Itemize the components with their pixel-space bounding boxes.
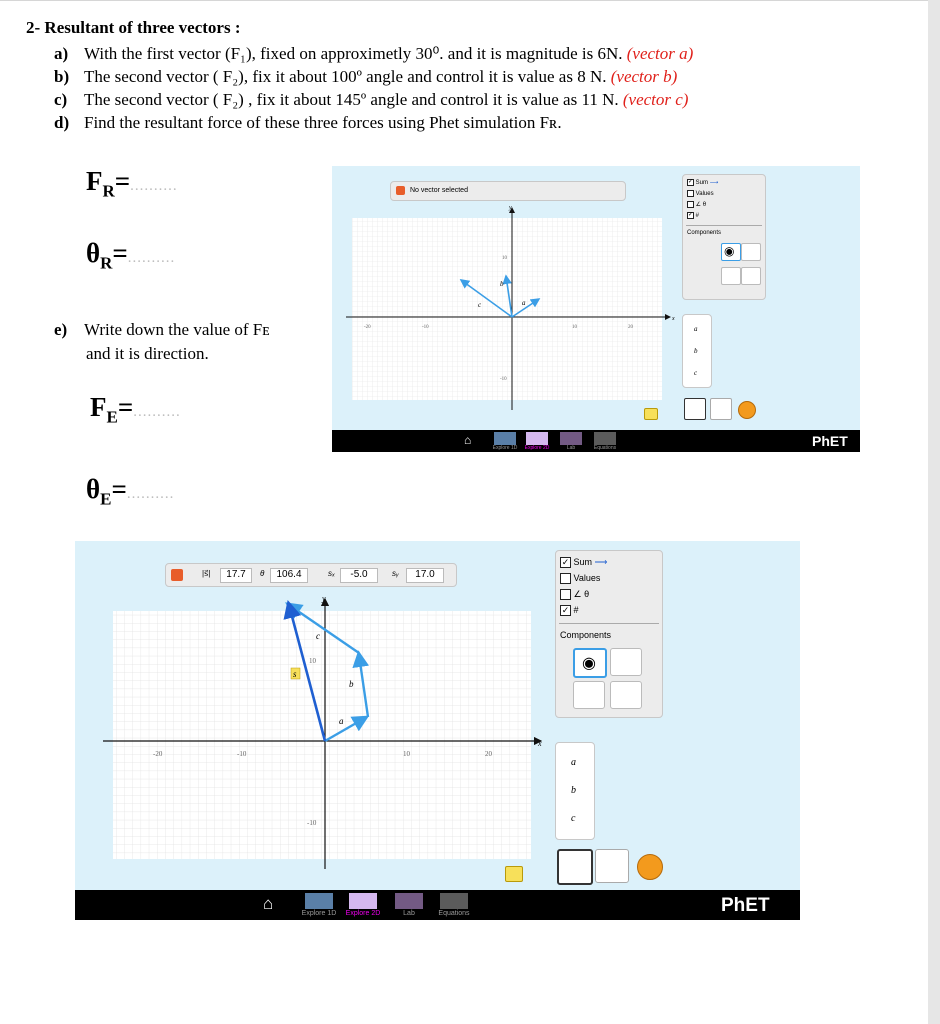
symbol: F	[86, 166, 103, 196]
subscript: R	[102, 181, 115, 201]
component-style-icon[interactable]	[721, 267, 741, 285]
item-tag: (vector c)	[622, 90, 689, 109]
scrollbar[interactable]	[928, 0, 940, 1024]
question-title: 2- Resultant of three vectors :	[26, 18, 241, 37]
sim-small	[332, 166, 860, 430]
equals: =	[112, 238, 128, 268]
tick-x: 10	[572, 325, 577, 330]
answer-fr	[86, 166, 178, 201]
sim-large	[75, 541, 800, 890]
vector-b-label: b	[500, 280, 504, 288]
answer-theta-e	[86, 474, 174, 509]
toolbox-vector-a[interactable]: a	[571, 757, 576, 768]
vector-b-label: b	[349, 679, 354, 689]
checkbox-label: Sum	[573, 557, 593, 567]
phet-logo[interactable]: PhET	[812, 433, 848, 449]
vector-a-label: a	[522, 299, 526, 307]
eraser-icon[interactable]	[644, 408, 658, 420]
sum-vector-label: s	[293, 669, 297, 679]
reset-icon[interactable]	[637, 854, 663, 880]
item-e	[54, 320, 270, 340]
sim-large-graph[interactable]	[75, 541, 800, 890]
grid-minor	[113, 611, 531, 859]
vector-toolbox	[555, 742, 595, 840]
sim-small-graph[interactable]	[332, 166, 860, 430]
item-text: Write down the value of Fᴇ	[84, 320, 270, 339]
tick-y: -10	[307, 819, 317, 827]
polar-mode-icon[interactable]	[710, 398, 732, 420]
vector-toolbox	[682, 314, 712, 388]
checkbox-label: ∠ θ	[573, 589, 590, 599]
item-tag: (vector b)	[610, 67, 678, 86]
home-icon[interactable]: ⌂	[464, 433, 472, 447]
polar-mode-icon[interactable]	[595, 849, 629, 883]
item-a	[54, 44, 693, 64]
sum-checkbox[interactable]: ✓ Sum ⟶	[561, 557, 608, 568]
magnitude-value: 17.7	[220, 568, 252, 583]
equals: =	[114, 166, 131, 196]
subscript: E	[100, 489, 112, 509]
component-style-icon[interactable]	[573, 681, 605, 709]
collapse-icon[interactable]	[396, 186, 405, 195]
collapse-icon[interactable]	[171, 569, 183, 581]
item-e-line2: and it is direction.	[86, 344, 209, 363]
angle-label: θ	[260, 569, 265, 578]
grid-checkbox[interactable]: ✓ #	[688, 212, 700, 220]
nav-bar-large	[75, 890, 800, 920]
equations-icon[interactable]	[594, 432, 616, 445]
component-style-icon[interactable]	[610, 681, 642, 709]
x-axis-label: x	[672, 316, 675, 322]
nav-label: Equations	[593, 445, 617, 451]
eye-hidden-icon[interactable]: ◉	[573, 648, 607, 678]
nav-label: Equations	[438, 910, 470, 917]
top-divider	[0, 0, 928, 1]
toolbox-vector-a[interactable]: a	[694, 325, 698, 333]
subscript: R	[100, 253, 113, 273]
home-icon[interactable]: ⌂	[263, 894, 274, 913]
sx-value: -5.0	[340, 568, 378, 583]
component-style-icon[interactable]	[741, 243, 761, 261]
tick-x: -10	[422, 325, 429, 330]
blank-dots[interactable]: ..........	[127, 250, 176, 266]
phet-logo[interactable]: PhET	[721, 895, 770, 916]
component-style-icon[interactable]	[741, 267, 761, 285]
checkbox-label: Sum	[695, 180, 709, 187]
checkbox-label: #	[695, 213, 700, 220]
lab-icon[interactable]	[395, 893, 423, 909]
nav-label: Lab	[566, 445, 576, 451]
blank-dots[interactable]: ..........	[130, 178, 178, 194]
grid-checkbox[interactable]: ✓ #	[561, 605, 579, 616]
sum-checkbox[interactable]: ✓ Sum ⟶	[688, 179, 719, 187]
options-panel	[555, 550, 663, 718]
toolbox-vector-b[interactable]: b	[694, 347, 698, 355]
toolbox-vector-c[interactable]: c	[694, 369, 698, 377]
angle-checkbox[interactable]	[560, 589, 589, 600]
item-text: Find the resultant force of these three forces using Phet simulation Fʀ.	[84, 113, 562, 132]
checkbox-label: Values	[573, 573, 601, 583]
readout-bar	[165, 563, 457, 587]
tick-x: 20	[485, 750, 492, 758]
equals: =	[111, 474, 127, 504]
item-letter: a)	[54, 44, 69, 63]
x-axis-label: x	[538, 739, 542, 748]
item-text: With the first vector (F₁), fixed on approximetly 30⁰. and it is magnitude is 6N.	[84, 44, 623, 63]
reset-icon[interactable]	[738, 401, 756, 419]
item-text: The second vector ( F₂), fix it about 100º angle and control it is value as 8 N.	[84, 67, 607, 86]
y-axis-label: y	[509, 205, 512, 211]
nav-label: Explore 1D	[301, 910, 337, 917]
answer-fe	[90, 392, 181, 427]
equations-icon[interactable]	[440, 893, 468, 909]
grid-minor	[352, 218, 662, 400]
tick-y: 10	[309, 657, 316, 665]
vector-a-label: a	[339, 716, 344, 726]
equals: =	[117, 392, 134, 422]
item-c	[54, 90, 688, 110]
cartesian-mode-icon[interactable]	[557, 849, 593, 885]
nav-label: Explore 2D	[524, 445, 550, 451]
readout-bar	[390, 181, 626, 201]
item-letter: d)	[54, 113, 70, 132]
nav-label: Explore 1D	[492, 445, 518, 451]
tick-x: -20	[153, 750, 163, 758]
arrow-icon: ⟶	[594, 557, 608, 567]
answer-theta-r	[86, 238, 175, 273]
sy-value: 17.0	[406, 568, 444, 583]
angle-checkbox[interactable]	[687, 201, 706, 208]
item-letter: e)	[54, 320, 68, 339]
eraser-icon[interactable]	[505, 866, 523, 882]
components-label: Components	[560, 630, 612, 640]
nav-bar-small	[332, 430, 860, 452]
options-panel	[682, 174, 766, 300]
angle-value: 106.4	[270, 568, 308, 583]
divider	[559, 623, 659, 624]
eye-hidden-icon[interactable]: ◉	[721, 243, 741, 261]
checkbox-label: ∠ θ	[695, 202, 707, 209]
explore-2d-icon[interactable]	[349, 893, 377, 909]
y-axis-label: y	[322, 594, 326, 603]
item-tag: (vector a)	[626, 44, 694, 63]
tick-x: -10	[237, 750, 247, 758]
cartesian-mode-icon[interactable]	[684, 398, 706, 420]
toolbox-vector-b[interactable]: b	[571, 785, 576, 796]
item-b	[54, 67, 677, 87]
arrow-icon: ⟶	[709, 180, 719, 187]
values-checkbox[interactable]	[687, 190, 714, 197]
item-text: The second vector ( F₂) , fix it about 145º angle and control it is value as 11 N.	[84, 90, 619, 109]
symbol: F	[90, 392, 107, 422]
subscript: E	[106, 407, 118, 427]
tick-x: 20	[628, 325, 633, 330]
tick-y: -10	[500, 377, 507, 382]
divider	[686, 225, 762, 226]
components-label: Components	[687, 230, 722, 236]
vector-c-label: c	[316, 631, 320, 641]
item-d	[54, 113, 562, 133]
explore-1d-icon[interactable]	[305, 893, 333, 909]
component-style-icon[interactable]	[610, 648, 642, 676]
blank-dots[interactable]: ..........	[126, 486, 175, 502]
explore-1d-icon[interactable]	[494, 432, 516, 445]
explore-2d-icon[interactable]	[526, 432, 548, 445]
vector-c-label: c	[478, 301, 482, 309]
symbol: θ	[86, 238, 101, 268]
checkbox-label: #	[573, 605, 579, 615]
magnitude-label: |s⃗|	[202, 569, 211, 578]
values-checkbox[interactable]	[560, 573, 600, 584]
sx-label: sₓ	[328, 569, 336, 578]
blank-dots[interactable]: ..........	[133, 404, 181, 420]
lab-icon[interactable]	[560, 432, 582, 445]
item-letter: b)	[54, 67, 70, 86]
checkbox-label: Values	[695, 191, 714, 198]
toolbox-vector-c[interactable]: c	[571, 813, 576, 824]
tick-x: 10	[403, 750, 410, 758]
sy-label: sᵧ	[392, 569, 399, 578]
nav-label: Lab	[403, 910, 415, 917]
tick-x: -20	[364, 325, 371, 330]
tick-y: 10	[502, 256, 507, 261]
item-letter: c)	[54, 90, 68, 109]
status-text: No vector selected	[410, 187, 468, 194]
nav-label: Explore 2D	[345, 910, 381, 917]
symbol: θ	[86, 474, 101, 504]
